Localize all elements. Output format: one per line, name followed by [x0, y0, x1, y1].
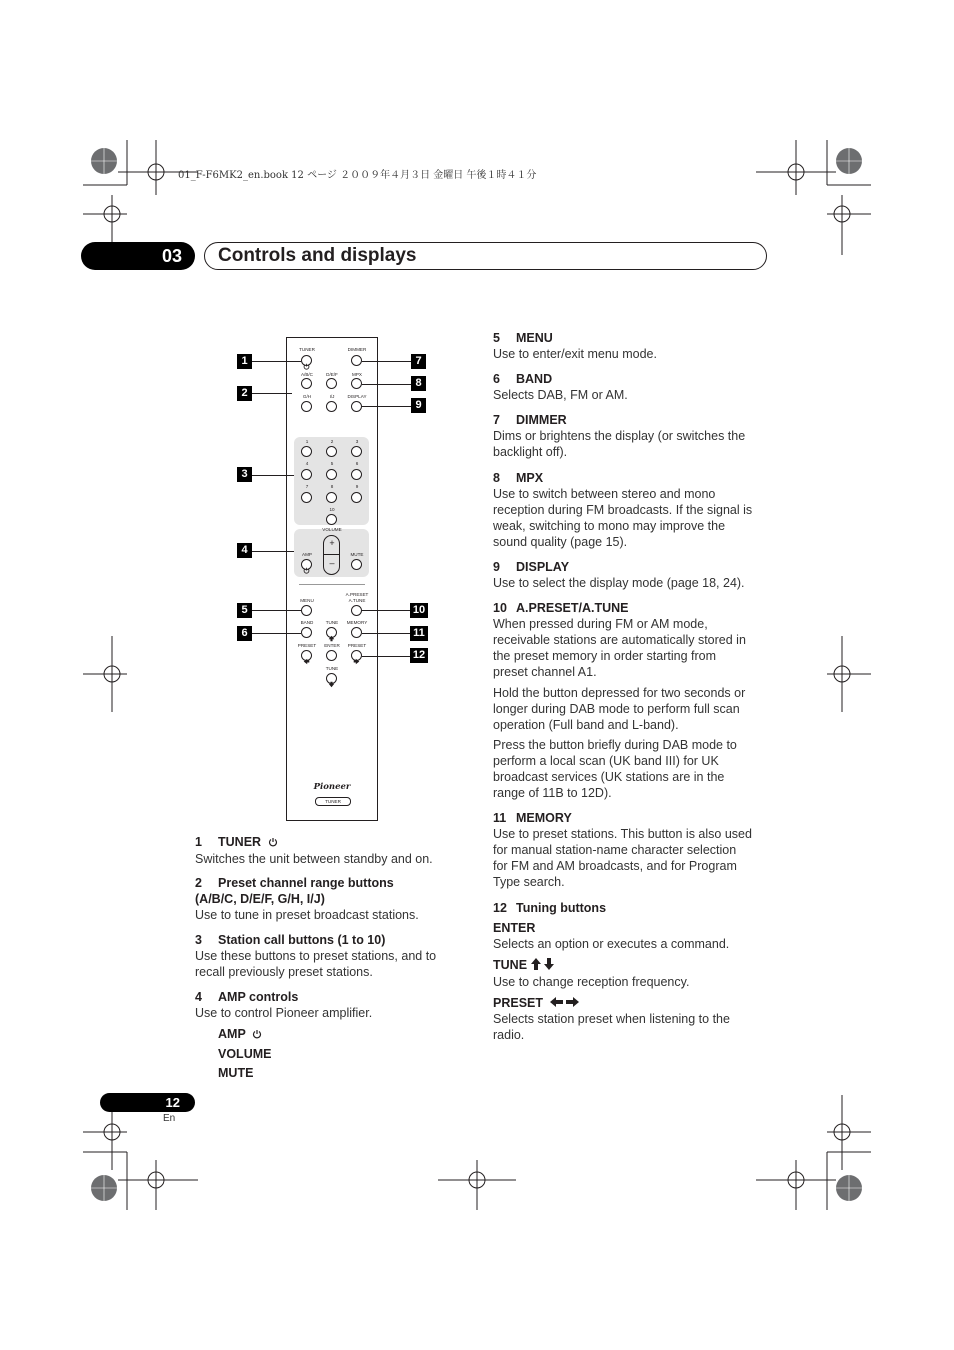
num-8-button: [326, 492, 337, 503]
num-5-button: [326, 469, 337, 480]
num-4-label: 4: [305, 461, 309, 466]
section-number: 4: [195, 990, 202, 1004]
section-2: [195, 875, 465, 923]
section-5: [493, 330, 773, 362]
callout-10: 10: [410, 603, 428, 618]
num-5-label: 5: [330, 461, 334, 466]
band-label: BAND: [300, 620, 314, 625]
volume-plus-label: +: [329, 538, 335, 548]
num-2-button: [326, 446, 337, 457]
tune-subheading: TUNE: [493, 957, 773, 974]
section-2-body: Use to tune in preset broadcast stations.: [195, 908, 419, 922]
volume-divider: [323, 554, 340, 555]
section-title: Station call buttons (1 to 10): [218, 933, 386, 947]
callout-2: 2: [237, 386, 252, 401]
callout-leader: [252, 475, 294, 476]
callout-4: 4: [237, 543, 252, 558]
section-11-body-line: for manual station-name character selection: [493, 843, 737, 857]
num-2-label: 2: [330, 439, 334, 444]
callout-11: 11: [410, 626, 428, 641]
atune-label: A.TUNE: [348, 598, 366, 603]
language-code: En: [163, 1113, 176, 1124]
arrow-left-icon: [550, 995, 563, 1011]
section-8-body-line: reception during FM broadcasts. If the signal is: [493, 503, 753, 517]
callout-leader: [252, 610, 301, 611]
section-8-body-line: weak, switching to mono may improve the: [493, 519, 726, 533]
section-title: DIMMER: [516, 413, 567, 427]
callout-12: 12: [410, 648, 428, 663]
gh-button: [301, 401, 312, 412]
num-10-button: [326, 514, 337, 525]
section-number: 3: [195, 933, 202, 947]
print-header: 01_F-F6MK2_en.book 12 ページ ２００９年４月３日 金曜日 午後１時４１分: [178, 170, 537, 181]
memory-button: [351, 627, 362, 638]
callout-leader: [362, 656, 411, 657]
pioneer-logo: Pioneer: [313, 782, 351, 792]
section-10: [493, 600, 773, 801]
arrow-down-icon: [544, 958, 554, 974]
preset-right-label: PRESET: [347, 643, 367, 648]
num-8-label: 8: [330, 484, 334, 489]
menu-label: MENU: [300, 598, 314, 603]
volume-subitem: VOLUME: [218, 1047, 272, 1061]
callout-leader: [252, 393, 292, 394]
section-number: 2: [195, 876, 202, 890]
section-8-heading: [493, 470, 773, 486]
section-9: [493, 559, 773, 591]
section-9-body: Use to select the display mode (page 18, 24).: [493, 576, 745, 590]
section-10-body-line: Hold the button depressed for two seconds or: [493, 686, 746, 700]
amp-subitem: AMP: [218, 1026, 418, 1043]
callout-9: 9: [411, 398, 426, 413]
callout-leader: [362, 633, 411, 634]
section-10-body-line: longer during DAB mode to perform full scan: [493, 702, 740, 716]
power-icon: [303, 357, 310, 364]
callout-leader: [252, 633, 301, 634]
section-8-body-line: sound quality (page 15).: [493, 535, 628, 549]
power-icon: [268, 835, 278, 851]
section-title: BAND: [516, 372, 553, 386]
section-11-body-line: Use to preset stations. This button is also used: [493, 827, 752, 841]
def-label: D/E/F: [326, 372, 338, 377]
arrow-right-icon: [353, 652, 360, 670]
section-7-body-line: backlight off).: [493, 445, 568, 459]
section-10-body-line: receivable stations are automatically stored in: [493, 633, 746, 647]
preset-description-line: radio.: [493, 1028, 525, 1042]
band-button: [301, 627, 312, 638]
preset-subheading: PRESET: [493, 995, 773, 1011]
menu-button: [301, 605, 312, 616]
section-title: MENU: [516, 331, 553, 345]
apreset-atune-button: [351, 605, 362, 616]
section-1: [195, 834, 465, 867]
section-7-body-line: Dims or brightens the display (or switches the: [493, 429, 746, 443]
section-4-body: Use to control Pioneer amplifier.: [195, 1006, 373, 1020]
section-10-body-line: preset channel A1.: [493, 665, 597, 679]
num-1-label: 1: [305, 439, 309, 444]
num-6-button: [351, 469, 362, 480]
section-5-heading: [493, 330, 773, 346]
section-10-body-line: range of 11B to 12D).: [493, 786, 612, 800]
abc-button: [301, 378, 312, 389]
section-3-body-line: recall previously preset stations.: [195, 965, 373, 979]
chapter-title: Controls and displays: [218, 245, 417, 266]
abc-label: A/B/C: [301, 372, 313, 377]
callout-leader: [362, 610, 411, 611]
callout-3: 3: [237, 467, 252, 482]
section-8-body-line: Use to switch between stereo and mono: [493, 487, 716, 501]
section-10-body-line: When pressed during FM or AM mode,: [493, 617, 708, 631]
ij-button: [326, 401, 337, 412]
section-number: 1: [195, 835, 202, 849]
section-3: [195, 932, 465, 980]
section-11-heading: [493, 810, 773, 826]
dimmer-label: DIMMER: [347, 347, 367, 352]
section-7-heading: [493, 412, 773, 428]
section-3-body-line: Use these buttons to preset stations, and to: [195, 949, 437, 963]
section-number: 8: [493, 471, 500, 485]
section-10-body-line: broadcast services (UK stations are in the: [493, 770, 725, 784]
callout-1: 1: [237, 354, 252, 369]
enter-button: [326, 650, 337, 661]
section-10-heading: [493, 600, 773, 616]
section-number: 12: [493, 901, 507, 915]
section-title: MEMORY: [516, 811, 572, 825]
section-10-body-line: perform a local scan (UK band III) for UK: [493, 754, 719, 768]
section-10-body-line: the preset memory in order starting from: [493, 649, 716, 663]
mute-label: MUTE: [350, 552, 364, 557]
dimmer-button: [351, 355, 362, 366]
power-icon: [252, 1027, 262, 1043]
callout-leader: [252, 551, 294, 552]
section-6-heading: [493, 371, 773, 387]
section-2-heading: [195, 875, 465, 891]
callout-leader: [362, 384, 411, 385]
num-6-label: 6: [355, 461, 359, 466]
remote-divider: [299, 584, 365, 585]
section-12: [493, 900, 773, 1043]
section-4: [195, 989, 465, 1021]
section-number: 11: [493, 811, 507, 825]
memory-label: MEMORY: [346, 620, 368, 625]
chapter-number-badge: 03: [81, 242, 195, 270]
def-button: [326, 378, 337, 389]
enter-subheading: ENTER: [493, 921, 536, 935]
section-number: 9: [493, 560, 500, 574]
section-1-body: Switches the unit between standby and on.: [195, 852, 433, 866]
callout-leader: [252, 361, 301, 362]
num-7-button: [301, 492, 312, 503]
preset-left-label: PRESET: [297, 643, 317, 648]
num-3-button: [351, 446, 362, 457]
num-1-button: [301, 446, 312, 457]
volume-label: VOLUME: [322, 527, 342, 532]
mpx-button: [351, 378, 362, 389]
page-number-badge: 12: [100, 1093, 195, 1112]
num-7-label: 7: [305, 484, 309, 489]
section-title: AMP controls: [218, 990, 299, 1004]
section-6-body: Selects DAB, FM or AM.: [493, 388, 628, 402]
section-9-heading: [493, 559, 773, 575]
mpx-label: MPX: [352, 372, 362, 377]
amp-subitems: [218, 1026, 418, 1081]
callout-6: 6: [237, 626, 252, 641]
preset-description-line: Selects station preset when listening to the: [493, 1012, 730, 1026]
section-title: Preset channel range buttons: [218, 876, 394, 890]
section-3-heading: [195, 932, 465, 948]
arrow-left-icon: [303, 652, 310, 670]
amp-label: AMP: [302, 552, 312, 557]
callout-5: 5: [237, 603, 252, 618]
section-5-body: Use to enter/exit menu mode.: [493, 347, 657, 361]
model-badge: TUNER: [315, 797, 351, 806]
section-4-heading: [195, 989, 465, 1005]
mute-button: [351, 559, 362, 570]
section-1-heading: [195, 834, 465, 851]
power-icon: [303, 561, 310, 568]
arrow-right-icon: [566, 995, 579, 1011]
gh-label: G/H: [302, 394, 312, 399]
num-3-label: 3: [355, 439, 359, 444]
section-10-body-line: operation (Full band and L-band).: [493, 718, 679, 732]
section-10-body-line: Press the button briefly during DAB mode to: [493, 738, 737, 752]
tune-description: Use to change reception frequency.: [493, 975, 690, 989]
section-number: 7: [493, 413, 500, 427]
ij-label: I/J: [329, 394, 335, 399]
tuner-label: TUNER: [299, 347, 315, 352]
display-button: [351, 401, 362, 412]
section-number: 5: [493, 331, 500, 345]
section-8: [493, 470, 773, 550]
tune-down-label: TUNE: [325, 666, 339, 671]
volume-minus-label: –: [329, 558, 335, 568]
section-12-heading: [493, 900, 773, 916]
mute-subitem: MUTE: [218, 1066, 254, 1080]
section-7: [493, 412, 773, 460]
section-title: A.PRESET/A.TUNE: [516, 601, 629, 615]
apreset-label: A.PRESET: [345, 592, 369, 597]
num-4-button: [301, 469, 312, 480]
section-11-body-line: Type search.: [493, 875, 565, 889]
section-11: [493, 810, 773, 890]
enter-description: Selects an option or executes a command.: [493, 937, 730, 951]
display-label: DISPLAY: [347, 394, 367, 399]
section-title: Tuning buttons: [516, 901, 607, 915]
section-title: DISPLAY: [516, 560, 570, 574]
callout-leader: [362, 361, 411, 362]
num-10-label: 10: [329, 507, 335, 512]
section-number: 10: [493, 601, 507, 615]
arrow-up-icon: [531, 958, 541, 974]
num-9-button: [351, 492, 362, 503]
section-2-heading-cont: (A/B/C, D/E/F, G/H, I/J): [195, 892, 325, 906]
section-number: 6: [493, 372, 500, 386]
num-9-label: 9: [355, 484, 359, 489]
callout-8: 8: [411, 376, 426, 391]
section-title: MPX: [516, 471, 544, 485]
section-6: [493, 371, 773, 403]
callout-7: 7: [411, 354, 426, 369]
section-11-body-line: for FM and AM broadcasts, and for Program: [493, 859, 737, 873]
callout-leader: [362, 406, 411, 407]
arrow-down-icon: [328, 675, 335, 693]
enter-label: ENTER: [324, 643, 340, 648]
section-title: TUNER: [218, 835, 262, 849]
tune-up-label: TUNE: [325, 620, 339, 625]
